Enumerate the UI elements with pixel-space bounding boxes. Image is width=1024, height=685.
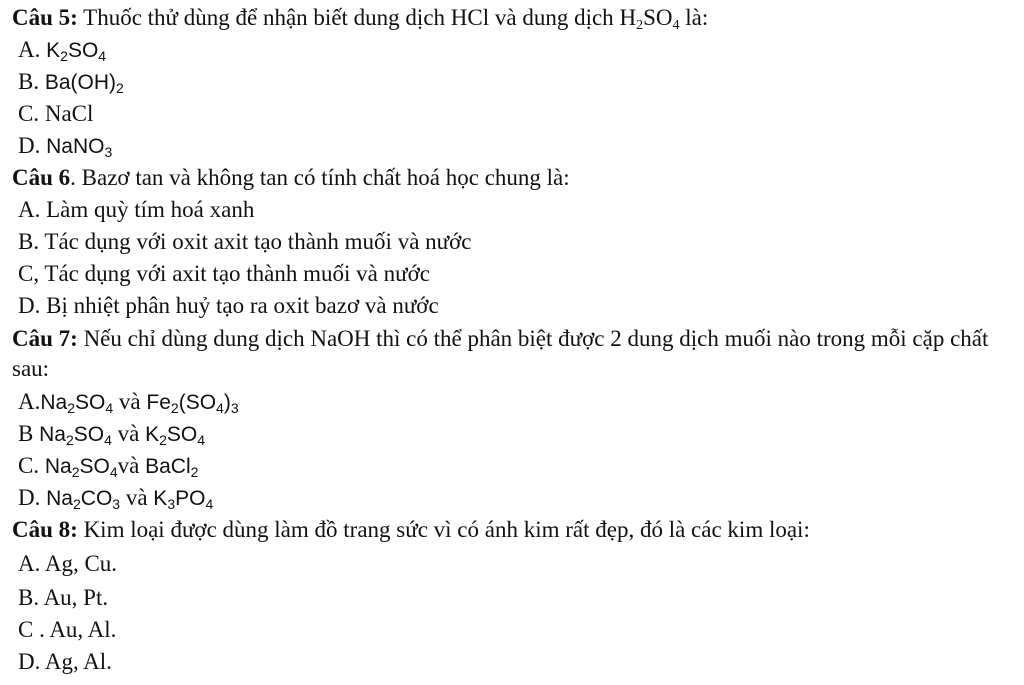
formula-sub: 3 <box>112 496 121 512</box>
formula-nano3 <box>46 135 112 158</box>
question-6-text: . Bazơ tan và không tan có tính chất hoá học chung là: <box>70 165 570 190</box>
formula-part: Na <box>44 455 72 478</box>
option-letter: A. <box>18 389 41 414</box>
option-letter: D. <box>18 133 41 158</box>
question-5-text-pre: Thuốc thử dùng để nhận biết dung dịch HCl và dung dịch <box>83 5 620 30</box>
question-6-label: Câu 6 <box>12 165 71 190</box>
formula-fe2so43 <box>146 391 238 414</box>
formula-sub: 4 <box>104 432 112 448</box>
formula-sub: 2 <box>60 48 68 64</box>
formula-na2co3 <box>46 487 120 510</box>
question-7-label: Câu 7: <box>12 326 78 351</box>
conjunction: và <box>113 389 147 414</box>
formula-part: H <box>619 5 637 30</box>
question-5-text-post: là: <box>679 5 709 30</box>
formula-h2so4 <box>619 5 680 33</box>
formula-part: SO <box>643 5 673 30</box>
formula-sub: 3 <box>230 400 239 416</box>
formula-part: Na <box>46 487 73 510</box>
q7-option-a <box>12 388 1016 417</box>
formula-sub: 4 <box>197 432 206 448</box>
formula-na2so4 <box>40 391 113 414</box>
formula-part: K <box>145 423 160 446</box>
formula-part: Na <box>40 391 68 414</box>
formula-part: K <box>153 487 168 510</box>
formula-sub: 4 <box>672 18 680 33</box>
option-letter: C. <box>18 101 40 126</box>
formula-part: CO <box>80 487 113 510</box>
formula-sub: 2 <box>170 400 179 416</box>
q8-option-a: A. Ag, Cu. <box>18 551 118 576</box>
formula-part: BaCl <box>145 455 191 478</box>
formula-part: SO <box>79 455 110 478</box>
option-letter: C. <box>18 453 40 478</box>
formula-sub: 3 <box>104 144 113 160</box>
formula-sub: 2 <box>116 80 124 96</box>
q7-option-c <box>12 452 1016 481</box>
formula-sub: 2 <box>72 496 81 512</box>
formula-sub: 2 <box>65 432 74 448</box>
question-5-label: Câu 5: <box>12 5 78 30</box>
formula-part: Na <box>39 423 66 446</box>
formula-k2so4 <box>46 39 106 62</box>
q7-option-b <box>12 420 1016 449</box>
question-8 <box>12 516 1016 544</box>
formula-sub: 4 <box>98 48 107 64</box>
formula-part: SO <box>166 423 198 446</box>
q5-option-d <box>12 132 1016 161</box>
formula-sub: 4 <box>205 496 214 512</box>
formula-part: SO <box>73 423 105 446</box>
formula-part: PO <box>175 487 206 510</box>
formula-part: (SO <box>178 391 217 414</box>
formula-part: ) <box>223 391 231 414</box>
formula-sub: 4 <box>105 400 114 416</box>
question-8-text: Kim loại được dùng làm đồ trang sức vì có ánh kim rất đẹp, đó là các kim loại: <box>77 517 810 542</box>
q5-option-a <box>12 36 1016 65</box>
formula-part: Ba(OH) <box>44 71 117 94</box>
formula-sub: 3 <box>167 496 176 512</box>
question-6 <box>12 164 1016 192</box>
conjunction: và <box>111 421 146 446</box>
q6-option-b: B. Tác dụng với oxit axit tạo thành muối và nước <box>18 229 472 254</box>
formula-sub: 2 <box>159 432 167 448</box>
formula-baoh2 <box>45 71 124 94</box>
formula-sub: 2 <box>190 464 199 480</box>
formula-nacl: NaCl <box>44 101 94 126</box>
conjunction: và <box>117 453 146 478</box>
q8-option-b: B. Au, Pt. <box>18 585 109 610</box>
question-5-text <box>83 5 709 33</box>
q6-option-d: D. Bị nhiệt phân huỷ tạo ra oxit bazơ và nước <box>18 293 439 318</box>
option-letter: D. <box>18 485 41 510</box>
option-letter: A. <box>18 37 41 62</box>
formula-sub: 2 <box>71 464 80 480</box>
question-7 <box>12 324 1016 384</box>
q6-option-c: C, Tác dụng với axit tạo thành muối và nước <box>18 261 430 286</box>
conjunction: và <box>120 485 154 510</box>
formula-part: SO <box>75 391 106 414</box>
q7-option-d <box>12 484 1016 513</box>
option-letter: B. <box>18 69 40 94</box>
question-8-label: Câu 8: <box>12 517 78 542</box>
formula-part: Fe <box>146 391 171 414</box>
question-7-text: Nếu chỉ dùng dung dịch NaOH thì có thể phân biệt được 2 dung dịch muối nào trong mỗi cặp chất sau: <box>12 326 989 381</box>
formula-sub: 4 <box>109 464 118 480</box>
formula-part: SO <box>67 39 99 62</box>
formula-bacl2 <box>145 455 198 478</box>
q5-option-c <box>12 100 1016 128</box>
formula-na2so4 <box>39 423 112 446</box>
formula-part: K <box>46 39 61 62</box>
q8-option-d: D. Ag, Al. <box>18 649 112 674</box>
formula-sub: 2 <box>636 18 644 33</box>
q5-option-b <box>12 68 1016 97</box>
formula-k2so4 <box>145 423 205 446</box>
q8-option-c: C . Au, Al. <box>18 617 117 642</box>
formula-sub: 4 <box>216 400 224 416</box>
formula-sub: 2 <box>67 400 76 416</box>
formula-na2so4 <box>45 455 118 478</box>
formula-part: NaNO <box>46 135 105 158</box>
q6-option-a: A. Làm quỳ tím hoá xanh <box>18 197 255 222</box>
formula-k3po4 <box>153 487 213 510</box>
question-5 <box>12 4 1016 32</box>
option-letter: B <box>18 421 34 446</box>
